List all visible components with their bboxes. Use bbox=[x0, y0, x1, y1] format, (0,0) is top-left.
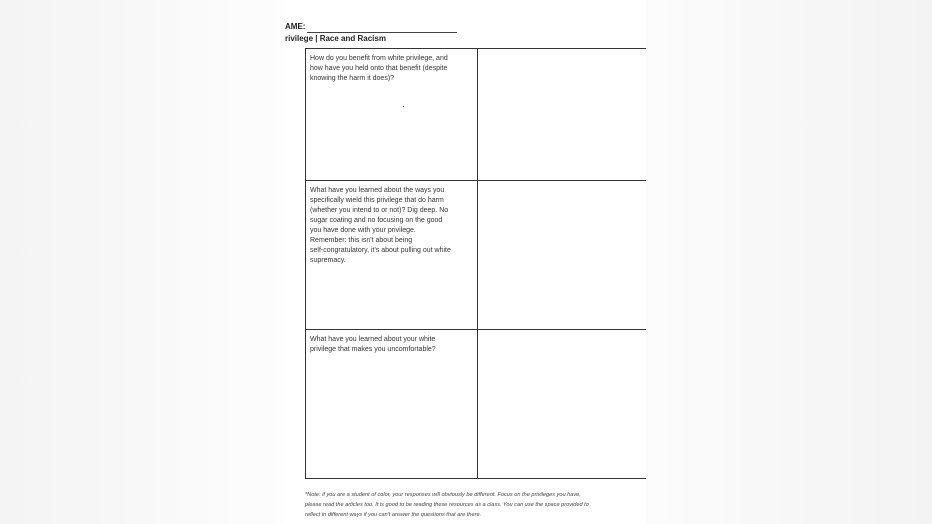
answer-cell[interactable] bbox=[478, 49, 646, 180]
blurred-background-left bbox=[0, 0, 290, 524]
table-row bbox=[306, 181, 646, 330]
answer-cell[interactable] bbox=[478, 330, 646, 479]
worksheet-title: rivilege | Race and Racism bbox=[285, 34, 386, 43]
table-row bbox=[306, 330, 646, 479]
question-cell: How do you benefit from white privilege, and how have you held onto that benefit (despite knowing the harm it does)? bbox=[306, 49, 478, 180]
worksheet-page bbox=[285, 0, 646, 524]
name-blank-line bbox=[307, 32, 457, 33]
answer-cell[interactable] bbox=[478, 181, 646, 329]
table-row bbox=[306, 49, 646, 181]
question-table bbox=[305, 48, 646, 479]
stray-mark bbox=[403, 106, 404, 107]
footnote: *Note: if you are a student of color, your responses will obviously be different. Focus on the privileges you have, please read the articles too. It is good to be reading these resources as a class. You can use the space provided to reflect in different ways if you can't answer the questions that are there. bbox=[305, 492, 589, 518]
question-cell: What have you learned about your white privilege that makes you uncomfortable? bbox=[306, 330, 478, 479]
question-cell: What have you learned about the ways you specifically wield this privilege that do harm (whether you intend to or not)? Dig deep. No sugar coating and no focusing on the good you have done with your privilege. Remember: this isn't about being self-congratulatory, it's about pulling out white supremacy. bbox=[306, 181, 478, 329]
blurred-background-right bbox=[646, 0, 932, 524]
name-label: AME: bbox=[285, 22, 306, 31]
